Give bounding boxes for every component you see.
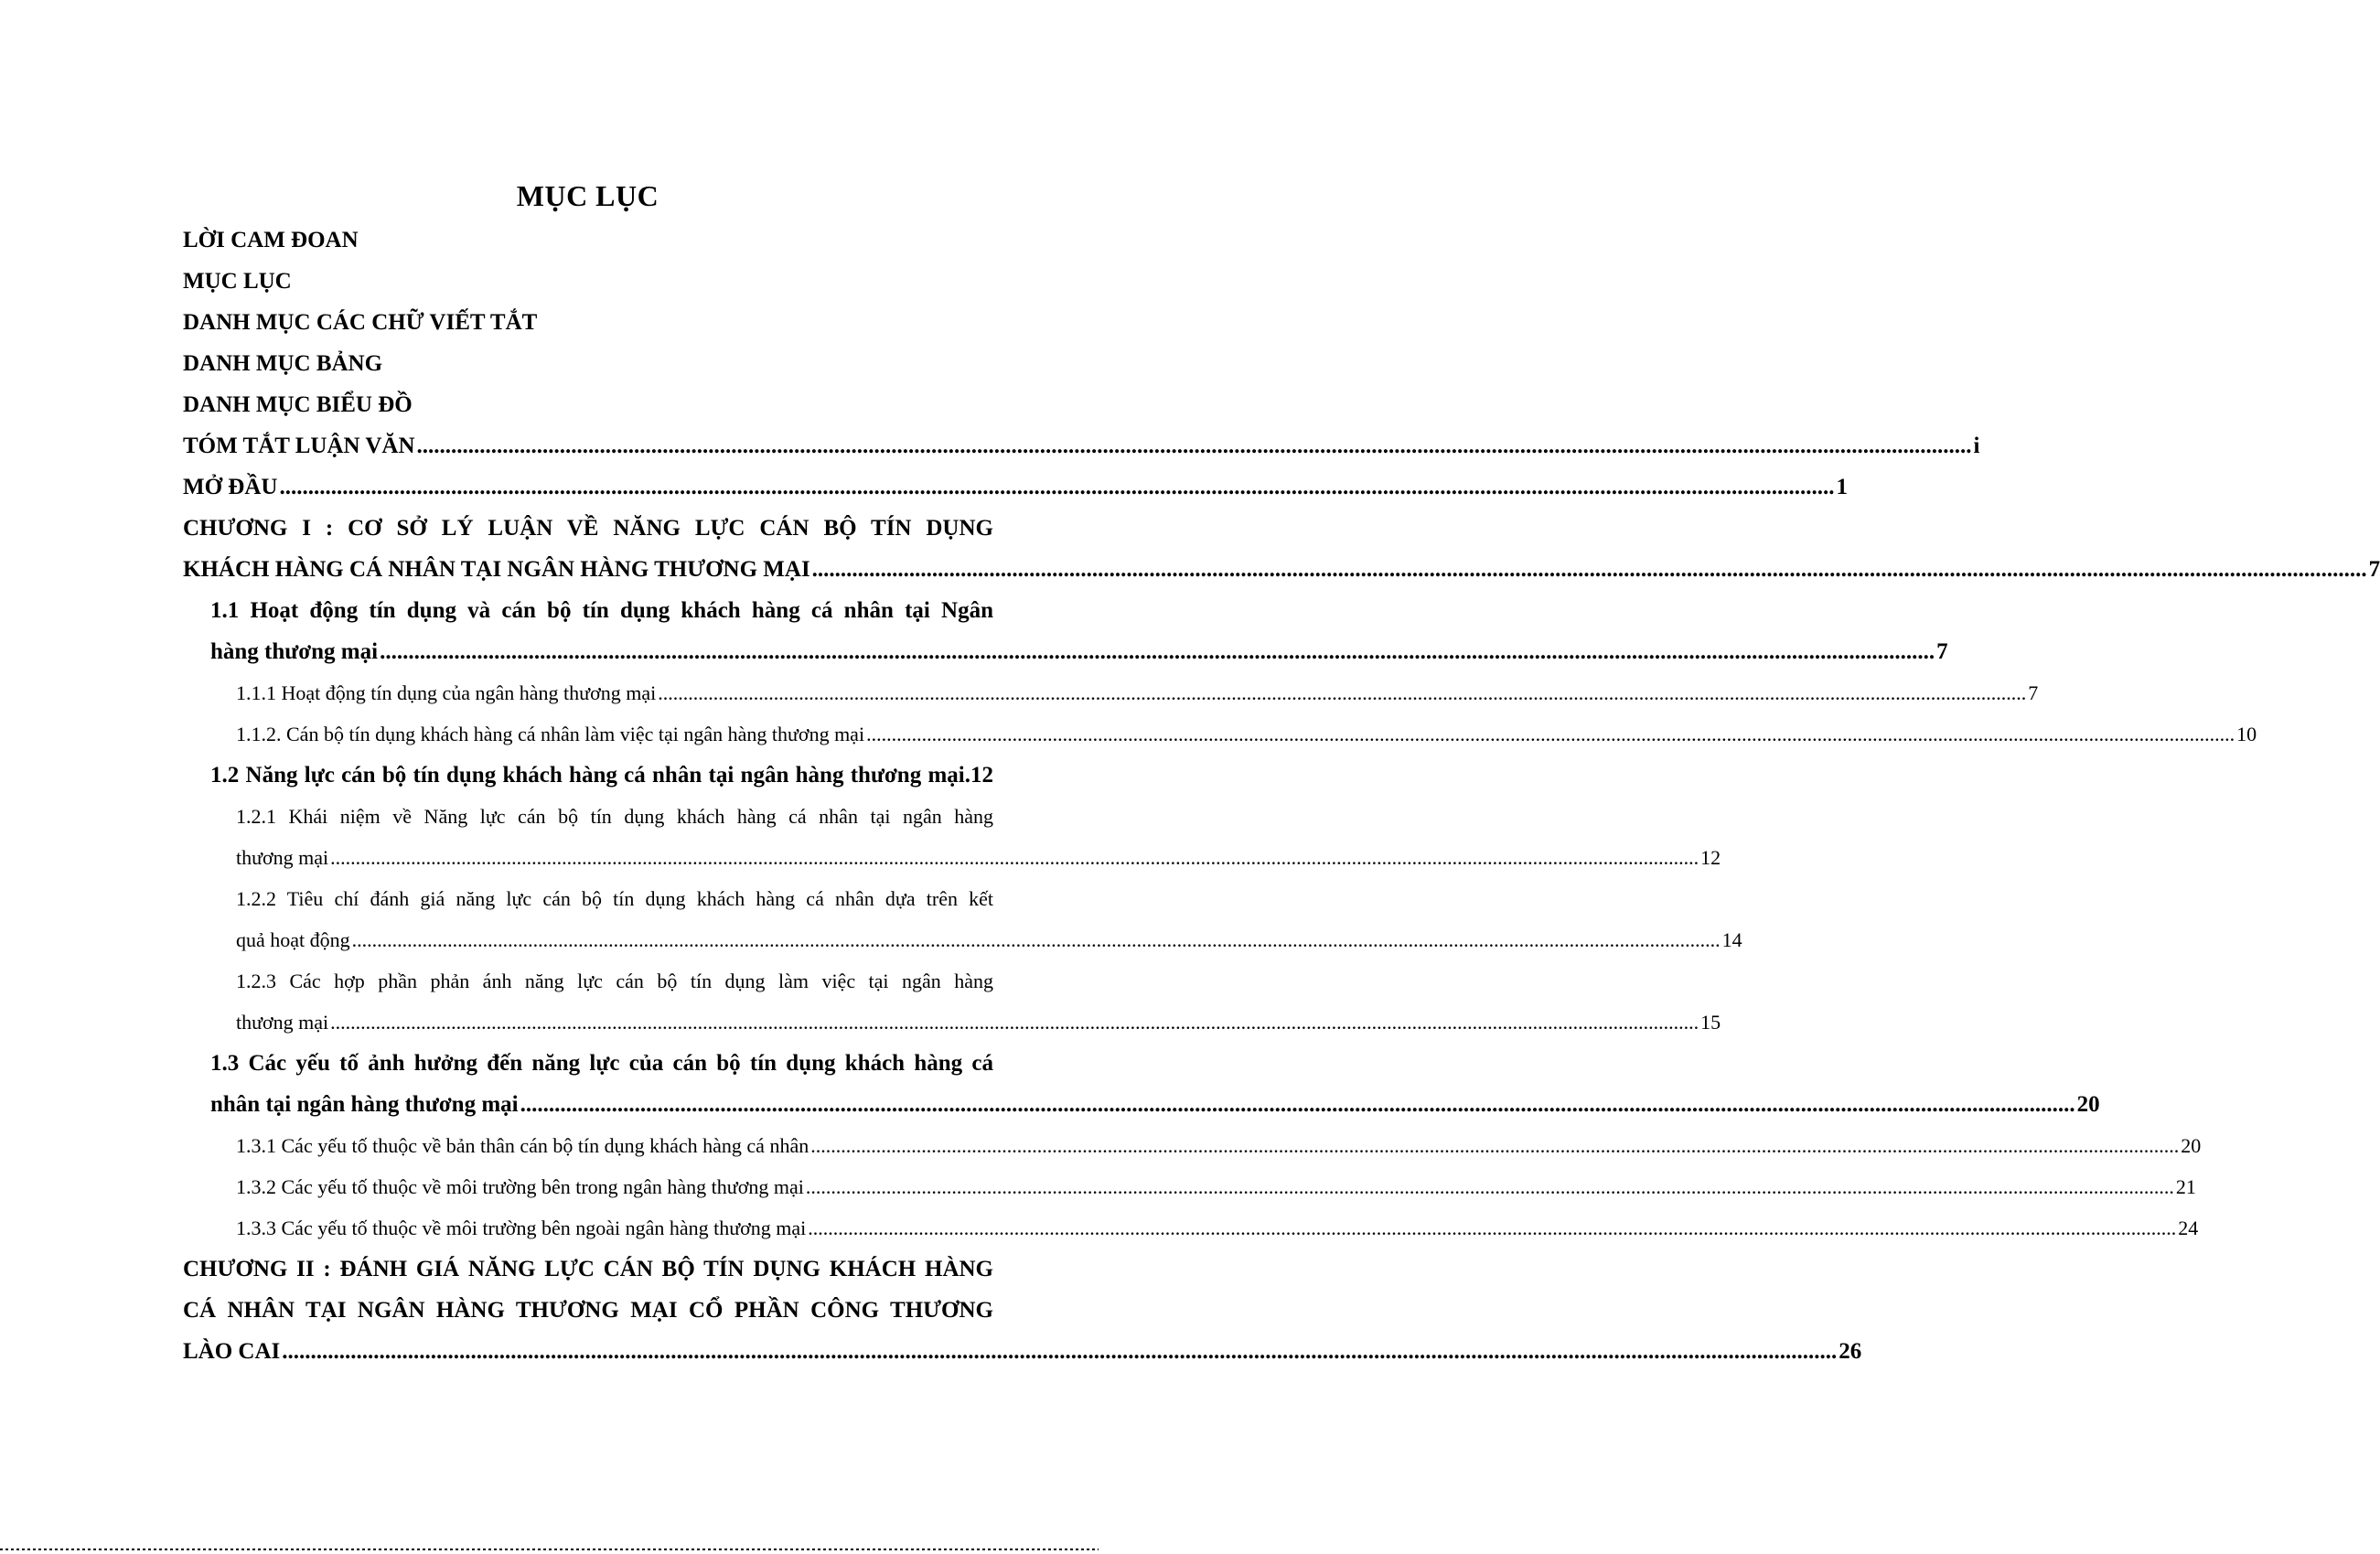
toc-page-number: 20 [2076, 1092, 2100, 1117]
toc-entry-text: 1.2.2 Tiêu chí đánh giá năng lực cán bộ tín dụng khách hàng cá nhân dựa trên kết [236, 887, 993, 910]
toc-entry[interactable] [183, 425, 1980, 466]
toc-leader-dots [810, 1125, 2179, 1166]
toc-leader-dots [866, 713, 2235, 755]
toc-entry[interactable] [183, 590, 993, 631]
toc-entry[interactable] [183, 1290, 993, 1331]
toc-entry[interactable] [183, 1249, 993, 1290]
toc-entry-text: 1.3.2 Các yếu tố thuộc về môi trường bên trong ngân hàng thương mại [236, 1175, 804, 1198]
toc-leader-dots [658, 672, 2026, 713]
toc-entry-text: 1.3.1 Các yếu tố thuộc về bản thân cán bộ tín dụng khách hàng cá nhân [236, 1134, 809, 1157]
toc-entry[interactable] [183, 755, 993, 796]
toc-page-number: 7 [1936, 639, 1948, 664]
toc-entry-text: 1.2 Năng lực cán bộ tín dụng khách hàng cá nhân tại ngân hàng thương mại. [210, 763, 970, 788]
toc-entry-text: 1.3.3 Các yếu tố thuộc về môi trường bên ngoài ngân hàng thương mại [236, 1216, 807, 1239]
toc-entry[interactable] [183, 466, 1848, 508]
toc-entry[interactable] [183, 1207, 2199, 1249]
toc-entry[interactable] [183, 1166, 2196, 1207]
toc-entry[interactable] [183, 919, 1742, 960]
toc-entry[interactable] [183, 1125, 2202, 1166]
toc-entry[interactable] [183, 837, 1721, 878]
toc-entry[interactable] [183, 384, 993, 425]
toc-entry-text: DANH MỤC BẢNG [183, 351, 383, 376]
toc-entry[interactable] [183, 672, 2039, 713]
toc-leader-dots [520, 1084, 2075, 1125]
toc-page-number: 14 [1721, 928, 1742, 951]
toc-entry-text: LỜI CAM ĐOAN [183, 228, 359, 252]
toc-leader-dots [808, 1207, 2176, 1249]
toc-entry-text: hàng thương mại [210, 639, 379, 664]
toc-page-number: 20 [2181, 1134, 2202, 1157]
toc-entry-text: 1.2.3 Các hợp phần phản ánh năng lực cán bộ tín dụng làm việc tại ngân hàng [236, 970, 993, 992]
toc-entry[interactable] [183, 713, 2257, 755]
toc-entry[interactable] [183, 631, 1948, 672]
toc-entry-text: DANH MỤC CÁC CHỮ VIẾT TẮT [183, 310, 538, 335]
toc-leader-dots [380, 631, 1935, 672]
toc-entry-text: CHƯƠNG II : ĐÁNH GIÁ NĂNG LỰC CÁN BỘ TÍN DỤNG KHÁCH HÀNG [183, 1257, 993, 1281]
toc-page-number: 7 [2368, 557, 2380, 582]
toc-leader-dots [330, 837, 1699, 878]
toc-entry-text: 1.3 Các yếu tố ảnh hưởng đến năng lực của cán bộ tín dụng khách hàng cá [210, 1051, 993, 1076]
toc-leader-dots [417, 425, 1972, 466]
toc-entry-text: 1.1.1 Hoạt động tín dụng của ngân hàng thương mại [236, 681, 657, 704]
toc-entry-text: nhân tại ngân hàng thương mại [210, 1092, 519, 1117]
toc-entry-text: quả hoạt động [236, 928, 350, 951]
toc-leader-dots [352, 919, 1721, 960]
toc-page-number: 12 [1700, 846, 1721, 869]
toc-entry-text: thương mại [236, 1011, 329, 1034]
toc-entry-text: TÓM TẮT LUẬN VĂN [183, 434, 415, 458]
toc-entry-text: MỞ ĐẦU [183, 475, 278, 499]
toc-page-number: 1 [1836, 475, 1848, 499]
toc-leader-dots [330, 1002, 1699, 1043]
toc-entry-text: LÀO CAI [183, 1339, 281, 1364]
toc-entry-text: CHƯƠNG I : CƠ SỞ LÝ LUẬN VỀ NĂNG LỰC CÁN BỘ TÍN DỤNG [183, 516, 993, 541]
toc-entry[interactable] [183, 1002, 1721, 1043]
toc-entry[interactable] [183, 220, 993, 261]
toc-entry-text: KHÁCH HÀNG CÁ NHÂN TẠI NGÂN HÀNG THƯƠNG MẠI [183, 557, 810, 582]
toc-leader-dots [812, 549, 2367, 590]
toc-page-number: 10 [2236, 723, 2257, 745]
table-of-contents [183, 220, 2380, 1372]
toc-entry-text: DANH MỤC BIỂU ĐỒ [183, 392, 413, 417]
toc-entry-text: CÁ NHÂN TẠI NGÂN HÀNG THƯƠNG MẠI CỔ PHẦN CÔNG THƯƠNG [183, 1298, 993, 1323]
toc-page-number: 15 [1700, 1011, 1721, 1034]
toc-entry-text: thương mại [236, 846, 329, 869]
toc-entry-text: 1.1.2. Cán bộ tín dụng khách hàng cá nhân làm việc tại ngân hàng thương mại [236, 723, 865, 745]
toc-leader-dots [279, 466, 1834, 508]
toc-leader-dots [282, 1331, 1837, 1372]
toc-page-number: 24 [2178, 1216, 2199, 1239]
toc-page-number: 26 [1839, 1339, 1862, 1364]
toc-entry[interactable] [183, 508, 993, 549]
page-bottom-rule [0, 1549, 1099, 1550]
toc-entry[interactable] [183, 960, 993, 1002]
toc-entry[interactable] [183, 796, 993, 837]
toc-entry[interactable] [183, 302, 993, 343]
toc-page-number: i [1973, 434, 1980, 458]
toc-entry[interactable] [183, 343, 993, 384]
toc-page-number: 7 [2028, 681, 2039, 704]
toc-entry[interactable] [183, 1084, 2100, 1125]
toc-entry-text: 1.1 Hoạt động tín dụng và cán bộ tín dụng khách hàng cá nhân tại Ngân [210, 598, 993, 623]
toc-entry[interactable] [183, 878, 993, 919]
toc-leader-dots [806, 1166, 2174, 1207]
toc-page-number: 21 [2175, 1175, 2196, 1198]
toc-page-number: 12 [970, 763, 993, 788]
toc-entry[interactable] [183, 1043, 993, 1084]
toc-entry[interactable] [183, 1331, 1862, 1372]
toc-entry[interactable] [183, 261, 993, 302]
toc-entry-text: 1.2.1 Khái niệm về Năng lực cán bộ tín dụng khách hàng cá nhân tại ngân hàng [236, 805, 993, 828]
page-title: MỤC LỤC [516, 179, 659, 212]
toc-entry[interactable] [183, 549, 2380, 590]
toc-entry-text: MỤC LỤC [183, 269, 292, 294]
